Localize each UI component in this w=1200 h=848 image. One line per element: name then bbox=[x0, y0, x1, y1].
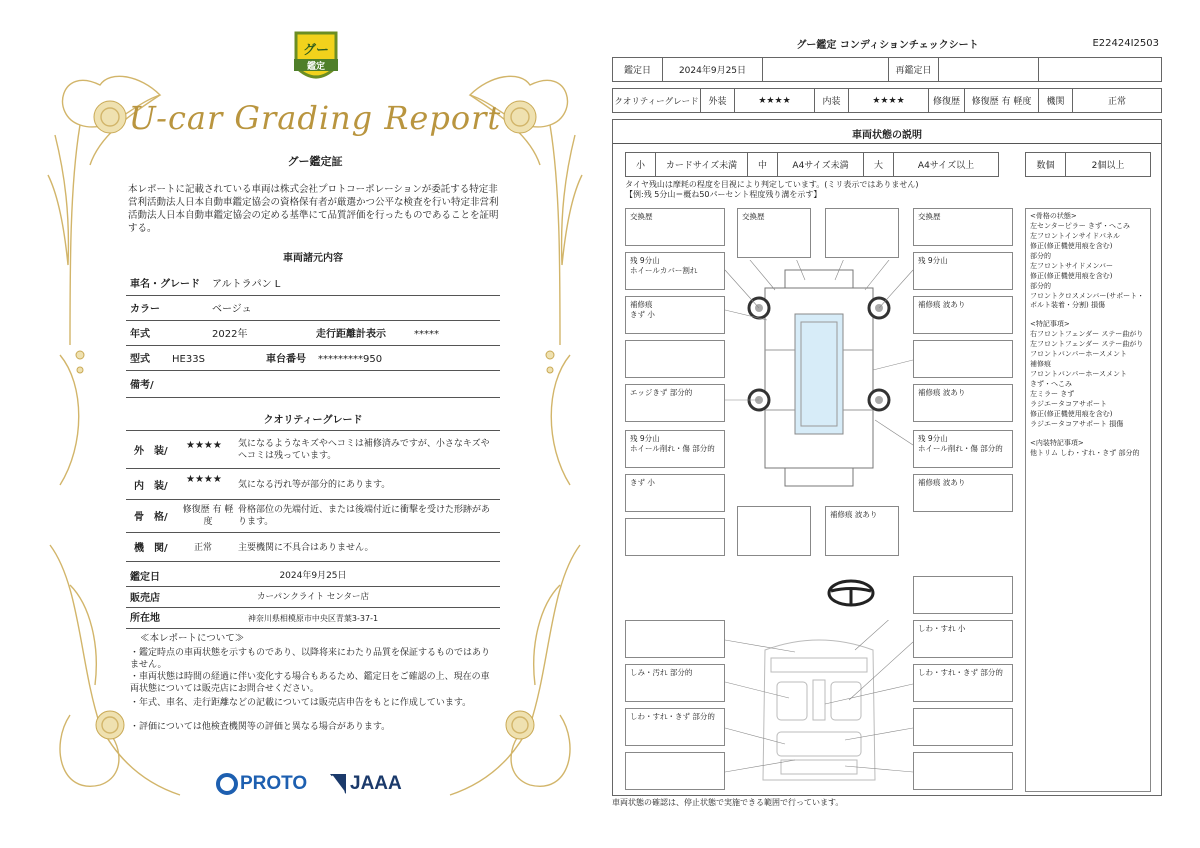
note-line: 部分的 bbox=[1030, 251, 1051, 260]
interior-label: 内 装/ bbox=[134, 481, 168, 492]
reappraisal-date-label: 再鑑定日 bbox=[889, 58, 939, 81]
frame-value: 修復歴 有 軽度 bbox=[182, 505, 234, 528]
note-line: 左センターピラー きず・へこみ bbox=[1030, 221, 1130, 230]
spec-year-label: 年式 bbox=[130, 329, 150, 340]
note-line: 右フロントフェンダー ステー曲がり bbox=[1030, 330, 1144, 339]
note-line: 修正(修正機使用痕を含む) bbox=[1030, 271, 1113, 280]
right-box-3: 補修痕 波あり bbox=[913, 296, 1013, 334]
interior-left-box-2: しみ・汚れ 部分的 bbox=[625, 664, 725, 702]
note-line: きず・へこみ bbox=[1030, 380, 1072, 388]
interior-right-box-4 bbox=[913, 708, 1013, 746]
left-box-6: 残 9分山 ホイール削れ・傷 部分的 bbox=[625, 430, 725, 468]
note-line: 左フロントインサイドパネル bbox=[1030, 231, 1121, 240]
note-line: 補修痕 bbox=[1030, 360, 1051, 369]
left-box-3: 補修痕 きず 小 bbox=[625, 296, 725, 334]
interior-right-box-1 bbox=[913, 576, 1013, 614]
interior-left-box-1 bbox=[625, 620, 725, 658]
spec-row-name bbox=[126, 272, 500, 296]
tire-note-1: タイヤ残山は摩耗の程度を目視により判定しています。(ミリ表示ではありません) bbox=[625, 180, 919, 189]
badge-bottom-text: 鑑定 bbox=[306, 62, 325, 72]
date-row bbox=[612, 57, 1162, 82]
note-line bbox=[1030, 430, 1146, 439]
address-label: 所在地 bbox=[130, 613, 160, 624]
vehicle-state-panel bbox=[612, 119, 1162, 796]
proto-mark-icon bbox=[216, 773, 238, 795]
note-line: 左ミラー きず bbox=[1030, 389, 1075, 398]
about-item-1: ・鑑定時点の車両状態を示すものであり、以降将来にわたり品質を保証するものではありません。 bbox=[130, 648, 491, 671]
count-label: 数個 bbox=[1026, 153, 1066, 176]
vehicle-state-title: 車両状態の説明 bbox=[613, 120, 1161, 144]
quality-grade-label: クオリティーグレード bbox=[613, 89, 701, 112]
about-item-3: ・年式、車名、走行距離などの記載については販売店申告をもとに作成しています。 bbox=[130, 698, 472, 708]
about-title: ≪本レポートについて≫ bbox=[140, 633, 245, 644]
left-box-2: 残 9分山 ホイールカバー割れ bbox=[625, 252, 725, 290]
note-line: <内装特記事項> bbox=[1030, 438, 1084, 447]
bottom-box-1 bbox=[737, 506, 811, 556]
spec-color-value: ベージュ bbox=[212, 304, 252, 315]
address-value: 神奈川県相模原市中央区青葉3-37-1 bbox=[247, 614, 379, 623]
note-line: <特記事項> bbox=[1030, 320, 1070, 329]
steering-wheel-icon bbox=[825, 578, 877, 608]
note-line: ラジエータコアサポート bbox=[1030, 399, 1107, 408]
right-box-1: 交換歴 bbox=[913, 208, 1013, 246]
tire-rear-right-icon bbox=[869, 390, 889, 410]
left-box-4 bbox=[625, 340, 725, 378]
spec-title: 車両諸元内容 bbox=[283, 253, 343, 264]
left-box-5: エッジきず 部分的 bbox=[625, 384, 725, 422]
right-box-7: 補修痕 波あり bbox=[913, 474, 1013, 512]
size-large: 大 bbox=[864, 153, 894, 176]
badge-top-text: グー bbox=[302, 43, 329, 58]
size-medium: 中 bbox=[748, 153, 778, 176]
size-large-desc: A4サイズ以上 bbox=[917, 161, 975, 171]
frame-label: 骨 格/ bbox=[134, 512, 168, 523]
special-notes-panel bbox=[1025, 208, 1151, 792]
goo-badge-logo bbox=[288, 29, 344, 89]
spec-model-value: HE33S bbox=[172, 354, 205, 365]
note-line: 修正(修正機使用痕を含む) bbox=[1030, 241, 1113, 250]
spec-row-model bbox=[126, 347, 500, 371]
right-box-4 bbox=[913, 340, 1013, 378]
spec-chassis-label: 車台番号 bbox=[266, 354, 306, 365]
proto-logo bbox=[216, 771, 307, 797]
count-value: 2個以上 bbox=[1091, 161, 1125, 171]
report-title: U-car Grading Report bbox=[128, 99, 502, 137]
certificate-intro: 本レポートに記載されている車両は株式会社プロトコーポレーションが委託する特定非営利活動法人日本自動車鑑定協会の資格保有者が厳選かつ公平な検査を行い特定非営利活動法人日本自動車鑑定協会の定める基準にて品質評価を行ったものであることを証明する。 bbox=[128, 184, 499, 235]
info-row-date bbox=[126, 567, 500, 587]
size-legend bbox=[625, 152, 999, 177]
count-legend bbox=[1025, 152, 1151, 177]
spec-remarks-label: 備考/ bbox=[130, 380, 154, 391]
spec-name-value: アルトラパン L bbox=[212, 279, 281, 290]
exterior-stars: ★★★★ bbox=[186, 440, 222, 451]
note-line: <骨格の状態> bbox=[1030, 212, 1077, 220]
interior-left-box-3: しわ・すれ・きず 部分的 bbox=[625, 708, 725, 746]
spec-color-label: カラー bbox=[130, 304, 160, 315]
sheet-footer: 車両状態の確認は、停止状態で実施できる範囲で行っています。 bbox=[612, 798, 844, 807]
interior-desc: 気になる汚れ等が部分的にあります。 bbox=[238, 480, 391, 490]
interior-left-box-4 bbox=[625, 752, 725, 790]
certificate-subtitle: グー鑑定証 bbox=[287, 155, 343, 168]
size-small-desc: カードサイズ未満 bbox=[656, 153, 748, 176]
left-box-8 bbox=[625, 518, 725, 556]
note-line: 修正(修正機使用痕を含む) bbox=[1030, 409, 1113, 418]
car-interior-diagram bbox=[725, 620, 913, 790]
left-box-1: 交換歴 bbox=[625, 208, 725, 246]
tire-note-2: 【例:残 5分山＝概ね50パーセント程度残り溝を示す】 bbox=[625, 190, 822, 199]
engine-value: 正常 bbox=[194, 543, 213, 553]
exterior-desc: 気になるようなキズやヘコミは補修済みですが、小さなキズやヘコミは残っています。 bbox=[238, 439, 490, 462]
top-box-1: 交換歴 bbox=[737, 208, 811, 258]
interior-right-box-5 bbox=[913, 752, 1013, 790]
bottom-box-2: 補修痕 波あり bbox=[825, 506, 899, 556]
spec-row-remarks bbox=[126, 372, 500, 398]
spec-name-label: 車名・グレード bbox=[130, 279, 200, 290]
spec-row-color bbox=[126, 297, 500, 321]
sheet-code: E22424I2503 bbox=[1092, 38, 1159, 49]
interior-stars-cell: ★★★★ bbox=[849, 89, 929, 112]
interior-stars: ★★★★ bbox=[186, 474, 222, 485]
info-row-shop bbox=[126, 588, 500, 608]
appraisal-date-label: 鑑定日 bbox=[613, 58, 663, 81]
right-box-6: 残 9分山 ホイール削れ・傷 部分的 bbox=[913, 430, 1013, 468]
engine-value-cell: 正常 bbox=[1107, 97, 1126, 107]
appraisal-date-value: 2024年9月25日 bbox=[663, 58, 763, 81]
engine-label: 機 関/ bbox=[134, 543, 168, 554]
exterior-label: 外 装/ bbox=[134, 446, 168, 457]
grade-row-engine bbox=[126, 534, 500, 562]
exterior-stars-cell: ★★★★ bbox=[735, 89, 815, 112]
grade-row-interior bbox=[126, 470, 500, 500]
size-medium-desc: A4サイズ未満 bbox=[778, 153, 864, 176]
note-line: ラジエータコアサポート 損傷 bbox=[1030, 419, 1124, 428]
condition-sheet bbox=[610, 30, 1165, 820]
frame-desc: 骨格部位の先端付近、または後端付近に衝撃を受けた形跡があります。 bbox=[238, 505, 491, 528]
date-label: 鑑定日 bbox=[130, 572, 160, 583]
interior-label-cell: 内装 bbox=[815, 89, 849, 112]
grade-row-frame bbox=[126, 501, 500, 533]
engine-label-cell: 機関 bbox=[1039, 89, 1073, 112]
note-line: 部分的 bbox=[1030, 281, 1051, 290]
note-line: 他トリム しわ・すれ・きず 部分的 bbox=[1030, 448, 1140, 457]
note-line: フロントバンパーホースメント bbox=[1030, 350, 1128, 359]
right-box-2: 残 9分山 bbox=[913, 252, 1013, 290]
about-item-2: ・車両状態は時間の経過に伴い変化する場合もあるため、鑑定日をご確認の上、現在の車両状態については販売店にお問合せください。 bbox=[130, 672, 490, 695]
jaaa-logo bbox=[328, 771, 402, 797]
proto-logo-text: PROTO bbox=[240, 773, 308, 794]
certificate-page bbox=[40, 25, 590, 825]
engine-desc: 主要機関に不具合はありません。 bbox=[238, 543, 374, 553]
note-line: 左フロントサイドメンバー bbox=[1030, 261, 1113, 270]
exterior-label-cell: 外装 bbox=[701, 89, 735, 112]
spec-mileage-value: ***** bbox=[414, 329, 439, 340]
left-box-7: きず 小 bbox=[625, 474, 725, 512]
repair-history-label: 修復歴 bbox=[929, 89, 965, 112]
grade-title: クオリティーグレード bbox=[126, 405, 500, 431]
repair-history-value: 修復歴 有 軽度 bbox=[965, 89, 1039, 112]
car-exterior-diagram bbox=[725, 260, 913, 500]
interior-right-box-3: しわ・すれ・きず 部分的 bbox=[913, 664, 1013, 702]
jaaa-logo-text: JAAA bbox=[350, 773, 402, 794]
jaaa-mark-icon bbox=[328, 772, 348, 796]
sheet-title: グー鑑定 コンディションチェックシート bbox=[796, 40, 979, 51]
top-box-2 bbox=[825, 208, 899, 258]
note-line: 左フロントフェンダー ステー曲がり bbox=[1030, 340, 1144, 349]
date-value: 2024年9月25日 bbox=[279, 571, 347, 581]
note-line: フロントバンパーホースメント bbox=[1030, 370, 1128, 379]
spec-year-value: 2022年 bbox=[212, 329, 248, 340]
shop-label: 販売店 bbox=[130, 593, 160, 604]
shop-value: カーパンクライト センター店 bbox=[256, 592, 369, 602]
spec-model-label: 型式 bbox=[130, 354, 150, 365]
info-row-address bbox=[126, 609, 500, 629]
grade-row bbox=[612, 88, 1162, 113]
spec-mileage-label: 走行距離計表示 bbox=[316, 329, 386, 340]
spec-chassis-value: *********950 bbox=[318, 354, 383, 365]
note-line: フロントクロスメンバー(サポート・ボルト装着・分割) 損傷 bbox=[1030, 291, 1145, 310]
grade-row-exterior bbox=[126, 433, 500, 469]
right-box-5: 補修痕 波あり bbox=[913, 384, 1013, 422]
spec-row-year bbox=[126, 322, 500, 346]
interior-right-box-2: しわ・すれ 小 bbox=[913, 620, 1013, 658]
size-small: 小 bbox=[626, 153, 656, 176]
about-item-4: ・評価については他検査機関等の評価と異なる場合があります。 bbox=[130, 722, 391, 732]
